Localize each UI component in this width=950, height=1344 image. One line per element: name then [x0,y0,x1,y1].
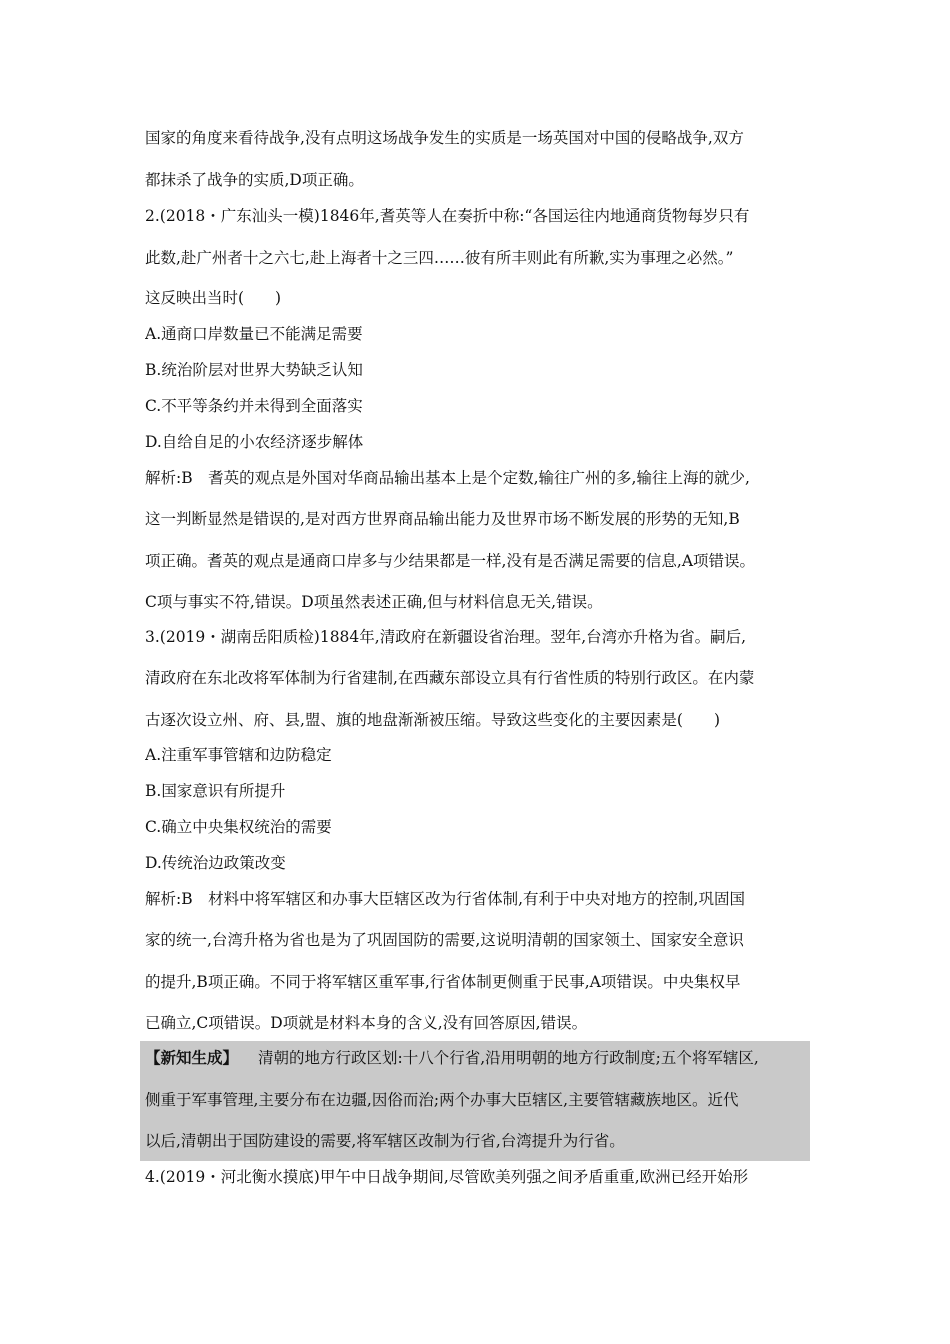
question-3-option-d: D.传统治边政策改变 [145,854,286,872]
question-2-stem: 此数,赴广州者十之六七,赴上海者十之三四……彼有所丰则此有所歉,实为事理之必然。” [145,249,734,267]
new-knowledge-text: 清朝的地方行政区划:十八个行省,沿用明朝的地方行政制度;五个将军辖区, [258,1049,759,1067]
question-2-option-a: A.通商口岸数量已不能满足需要 [145,325,363,343]
new-knowledge-line: 以后,清朝出于国防建设的需要,将军辖区改制为行省,台湾提升为行省。 [145,1132,625,1150]
question-3-stem: 3.(2019・湖南岳阳质检)1884年,清政府在新疆设省治理。翌年,台湾亦升格为省。嗣后, [145,628,747,646]
question-3-option-b: B.国家意识有所提升 [145,782,286,800]
question-4-stem: 4.(2019・河北衡水摸底)甲午中日战争期间,尽管欧美列强之间矛盾重重,欧洲已经开始形 [145,1168,749,1186]
question-2-option-b: B.统治阶层对世界大势缺乏认知 [145,361,363,379]
new-knowledge-line: 侧重于军事管理,主要分布在边疆,因俗而治;两个办事大臣辖区,主要管辖藏族地区。近代 [145,1091,739,1109]
question-2-analysis: C项与事实不符,错误。D项虽然表述正确,但与材料信息无关,错误。 [145,593,603,611]
question-2-option-c: C.不平等条约并未得到全面落实 [145,397,363,415]
question-3-stem: 古逐次设立州、府、县,盟、旗的地盘渐渐被压缩。导致这些变化的主要因素是( ) [145,711,721,729]
paragraph-line: 都抹杀了战争的实质,D项正确。 [145,171,364,189]
question-3-stem: 清政府在东北改将军体制为行省建制,在西藏东部设立具有行省性质的特别行政区。在内蒙 [145,669,755,687]
question-3-option-c: C.确立中央集权统治的需要 [145,818,332,836]
new-knowledge-line [145,1047,825,1069]
question-2-analysis: 解析:B 耆英的观点是外国对华商品输出基本上是个定数,输往广州的多,输往上海的就少, [145,469,750,487]
paragraph-line: 国家的角度来看待战争,没有点明这场战争发生的实质是一场英国对中国的侵略战争,双方 [145,129,744,147]
question-3-analysis: 已确立,C项错误。D项就是材料本身的含义,没有回答原因,错误。 [145,1014,588,1032]
question-2-analysis: 项正确。耆英的观点是通商口岸多与少结果都是一样,没有是否满足需要的信息,A项错误。 [145,552,756,570]
question-2-option-d: D.自给自足的小农经济逐步解体 [145,433,364,451]
question-3-analysis: 的提升,B项正确。不同于将军辖区重军事,行省体制更侧重于民事,A项错误。中央集权早 [145,973,741,991]
question-2-stem: 这反映出当时( ) [145,289,282,307]
question-3-option-a: A.注重军事管辖和边防稳定 [145,746,332,764]
new-knowledge-tag: 【新知生成】 [145,1048,239,1067]
question-3-analysis: 解析:B 材料中将军辖区和办事大臣辖区改为行省体制,有利于中央对地方的控制,巩固国 [145,890,745,908]
question-2-stem: 2.(2018・广东汕头一模)1846年,耆英等人在奏折中称:“各国运往内地通商货物每岁只有 [145,207,750,225]
question-2-analysis: 这一判断显然是错误的,是对西方世界商品输出能力及世界市场不断发展的形势的无知,B [145,510,740,528]
question-3-analysis: 家的统一,台湾升格为省也是为了巩固国防的需要,这说明清朝的国家领土、国家安全意识 [145,931,744,949]
